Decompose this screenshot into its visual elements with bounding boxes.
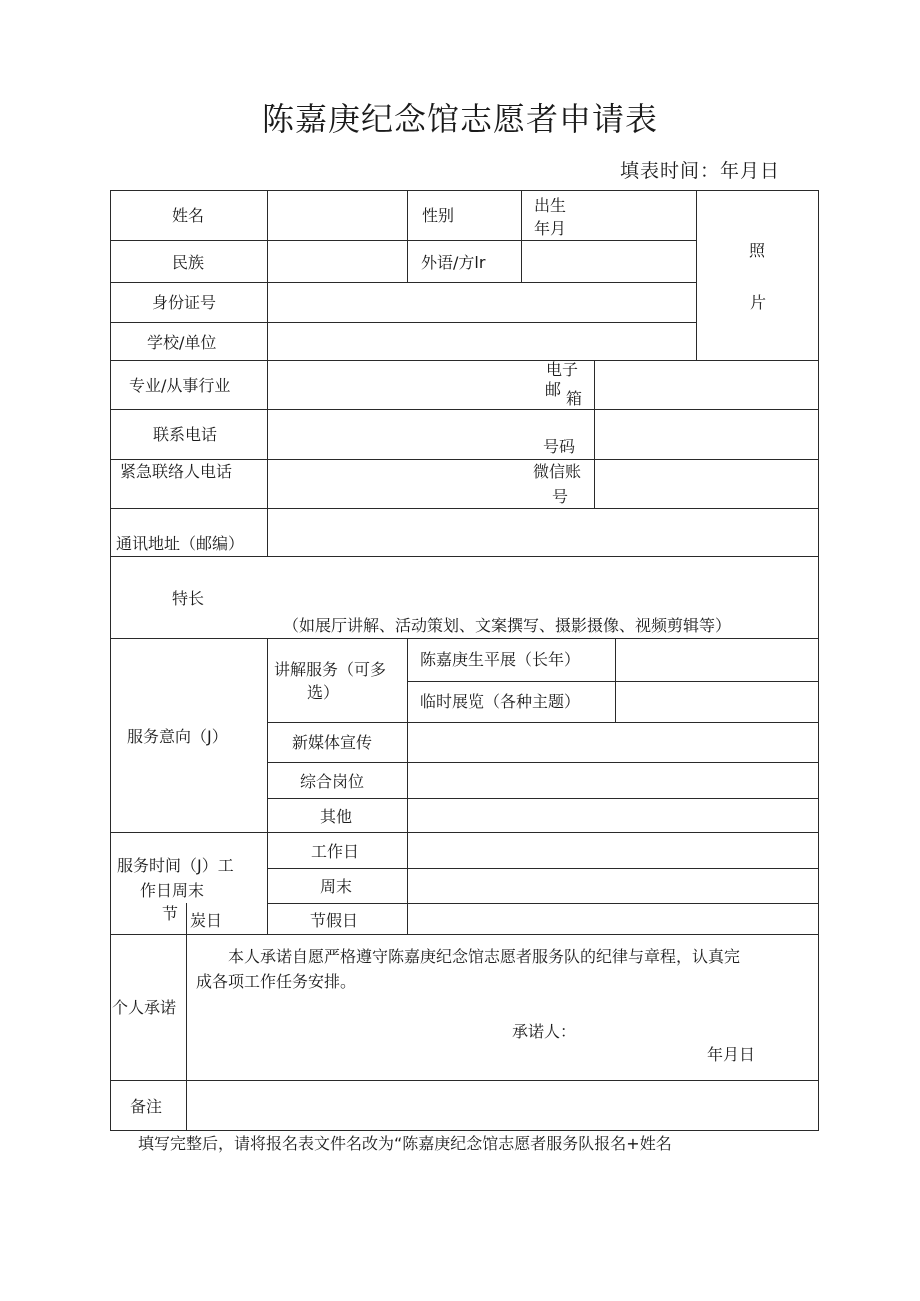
label-promiser: 承诺人：	[512, 1022, 577, 1041]
label-service-time: 节	[162, 904, 179, 923]
label-email: 电子	[546, 360, 579, 379]
label-guide-service: 选）	[307, 683, 340, 702]
col-line	[407, 638, 408, 934]
label-general-post: 综合岗位	[300, 772, 365, 791]
row-line	[110, 240, 696, 241]
col-line	[696, 190, 697, 360]
label-exhibit-temporary: 临时展览（各种主题）	[420, 692, 581, 711]
label-photo: 片	[750, 293, 767, 312]
label-major: 专业/从事行业	[129, 376, 231, 395]
commitment-text: 成各项工作任务安排。	[196, 972, 357, 991]
row-line	[267, 798, 819, 799]
row-line	[267, 903, 819, 904]
col-line	[267, 638, 268, 934]
label-service-time: 服务时间（J）工	[117, 856, 234, 875]
label-number: 号码	[543, 437, 576, 456]
label-holiday: 节假日	[310, 911, 359, 930]
label-workday: 工作日	[311, 842, 360, 861]
label-remarks: 备注	[130, 1097, 163, 1116]
label-phone: 联系电话	[153, 425, 218, 444]
footer-note: 填写完整后，请将报名表文件名改为“陈嘉庚纪念馆志愿者服务队报名+姓名	[138, 1134, 672, 1153]
label-specialty: 特长	[172, 589, 205, 608]
label-email: 箱	[566, 389, 583, 408]
row-line	[110, 832, 819, 833]
row-line	[407, 681, 819, 682]
label-gender: 性别	[422, 206, 455, 225]
label-email: 邮	[545, 380, 562, 399]
label-weekend: 周末	[320, 877, 353, 896]
row-line	[110, 508, 819, 509]
table-border-left	[110, 190, 111, 1131]
label-new-media: 新媒体宣传	[292, 733, 373, 752]
col-line	[615, 638, 616, 722]
label-exhibit-permanent: 陈嘉庚生平展（长年）	[420, 650, 581, 669]
label-wechat: 号	[552, 487, 569, 506]
col-line	[267, 190, 268, 556]
col-line	[407, 190, 408, 282]
row-line	[110, 409, 819, 410]
label-language: 外语/方lr	[421, 253, 486, 272]
col-line	[594, 360, 595, 508]
row-line	[267, 868, 819, 869]
label-date: 年月日	[707, 1045, 756, 1064]
specialty-hint: （如展厅讲解、活动策划、文案撰写、摄影摄像、视频剪辑等）	[283, 616, 732, 635]
label-name: 姓名	[172, 206, 205, 225]
commitment-text: 本人承诺自愿严格遵守陈嘉庚纪念馆志愿者服务队的纪律与章程，认真完	[228, 947, 741, 966]
label-id-number: 身份证号	[152, 293, 217, 312]
label-photo: 照	[749, 241, 766, 260]
row-line	[110, 459, 819, 460]
label-service-intent: 服务意向（J）	[127, 727, 228, 746]
label-ethnicity: 民族	[172, 253, 205, 272]
row-line	[110, 638, 819, 639]
label-service-time: 炭日	[190, 911, 223, 930]
label-commitment: 个人承诺	[112, 998, 177, 1017]
col-line	[186, 903, 187, 1131]
label-service-time: 作日周末	[140, 881, 205, 900]
row-line	[267, 722, 819, 723]
row-line	[267, 762, 819, 763]
label-birth: 年月	[534, 219, 567, 238]
table-border-top	[110, 190, 819, 191]
row-line	[110, 282, 696, 283]
label-guide-service: 讲解服务（可多	[274, 660, 387, 679]
label-address: 通讯地址（邮编）	[116, 534, 245, 553]
table-border-right	[818, 190, 819, 1131]
table-border-bottom	[110, 1130, 819, 1131]
label-other: 其他	[320, 807, 353, 826]
row-line	[110, 360, 819, 361]
label-school: 学校/单位	[147, 333, 217, 352]
row-line	[110, 1080, 819, 1081]
fill-time: 填表时间：年月日	[619, 160, 780, 182]
label-wechat: 微信账	[533, 462, 582, 481]
label-emergency-phone: 紧急联络人电话	[120, 462, 233, 481]
row-line	[110, 322, 696, 323]
page-title: 陈嘉庚纪念馆志愿者申请表	[261, 100, 658, 138]
col-line	[521, 190, 522, 282]
row-line	[110, 556, 819, 557]
row-line	[110, 934, 819, 935]
label-birth: 出生	[534, 196, 567, 215]
